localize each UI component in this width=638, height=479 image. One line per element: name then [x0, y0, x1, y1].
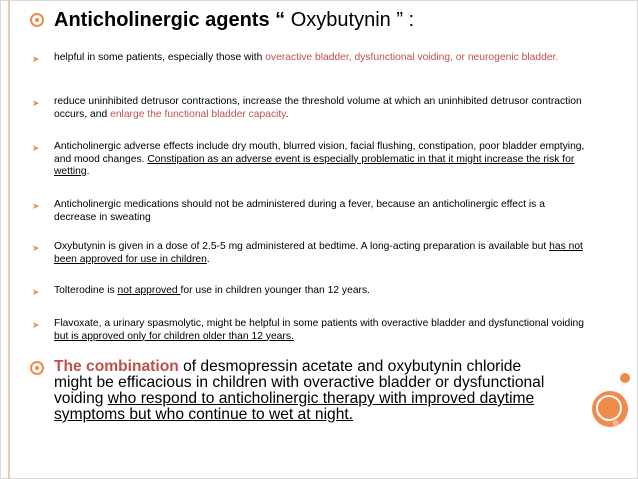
left-accent-rule [8, 0, 10, 479]
bullet-item [30, 285, 590, 298]
bullet-item [30, 141, 590, 179]
underlined-text: but is approved only for children older than 12 years. [54, 330, 294, 342]
highlight-text: enlarge the functional bladder capacity [110, 108, 286, 120]
bullet-item [30, 241, 590, 266]
highlight-text: overactive bladder, dysfunctional voiding, or neurogenic bladder [265, 52, 556, 63]
conclusion-text: The combination of desmopressin acetate and oxybutynin chloride might be efficacious in children with overactive bladder or dysfunctional voiding who respond to anticholinergic therapy with improved daytime symptoms but who continue to wet at night. [54, 358, 545, 423]
slide-title [54, 10, 590, 30]
arrow-bullet-icon: ➤ [32, 243, 40, 253]
bullet-text: reduce uninhibited detrusor contractions, increase the threshold volume at which an uninhibited detrusor contraction occurs, and enlarge the functional bladder capacity. [54, 96, 582, 120]
title-bold: Anticholinergic agents [54, 9, 270, 31]
conclusion-item [30, 359, 550, 423]
bullet-text: Flavoxate, a urinary spasmolytic, might be helpful in some patients with overactive bladder and dysfunctional voiding but is approved only for children older than 12 years. [54, 318, 584, 342]
slide-title-row [30, 10, 590, 30]
underlined-text: who respond to anticholinergic therapy with improved daytime symptoms but who continue to wet at night. [54, 390, 535, 423]
title-rest: Oxybutynin ” : [285, 9, 415, 31]
underlined-text: has not been approved for use in children [54, 241, 583, 265]
decor-circle-ring [596, 395, 622, 421]
title-bullet-icon [30, 13, 44, 27]
bullet-text: helpful in some patients, especially those with overactive bladder, dysfunctional voiding, or neurogenic bladder. [54, 52, 559, 63]
arrow-bullet-icon: ➤ [32, 98, 40, 108]
arrow-bullet-icon: ➤ [32, 143, 40, 153]
conclusion-bullet-icon [30, 361, 44, 375]
underlined-text: not approved [117, 285, 181, 296]
arrow-bullet-icon: ➤ [32, 320, 40, 330]
title-quote: “ [269, 9, 286, 31]
bullet-text: Anticholinergic medications should not be administered during a fever, because an anticholinergic effect is a decrease in sweating [54, 199, 545, 223]
bullet-item [30, 96, 590, 121]
highlight-text: The combination [54, 358, 179, 375]
arrow-bullet-icon: ➤ [32, 54, 40, 64]
arrow-bullet-icon: ➤ [32, 287, 40, 297]
bullet-text: Tolterodine is not approved for use in children younger than 12 years. [54, 285, 370, 296]
underlined-text: Constipation as an adverse event is especially problematic in that it might increase the risk for wetting [54, 153, 575, 177]
bullet-item [30, 318, 590, 343]
bullet-item [30, 199, 590, 224]
decor-circle-small [620, 373, 630, 383]
bullet-text: Oxybutynin is given in a dose of 2.5-5 mg administered at bedtime. A long-acting preparation is available but has not been approved for use in children. [54, 241, 583, 265]
bullet-text: Anticholinergic adverse effects include dry mouth, blurred vision, facial flushing, constipation, poor bladder emptying, and mood changes. Constipation as an adverse event is especially problematic in that it might increase the risk for wetting. [54, 141, 585, 177]
bullet-item [30, 52, 590, 65]
decor-circle-tiny [613, 420, 619, 426]
arrow-bullet-icon: ➤ [32, 201, 40, 211]
